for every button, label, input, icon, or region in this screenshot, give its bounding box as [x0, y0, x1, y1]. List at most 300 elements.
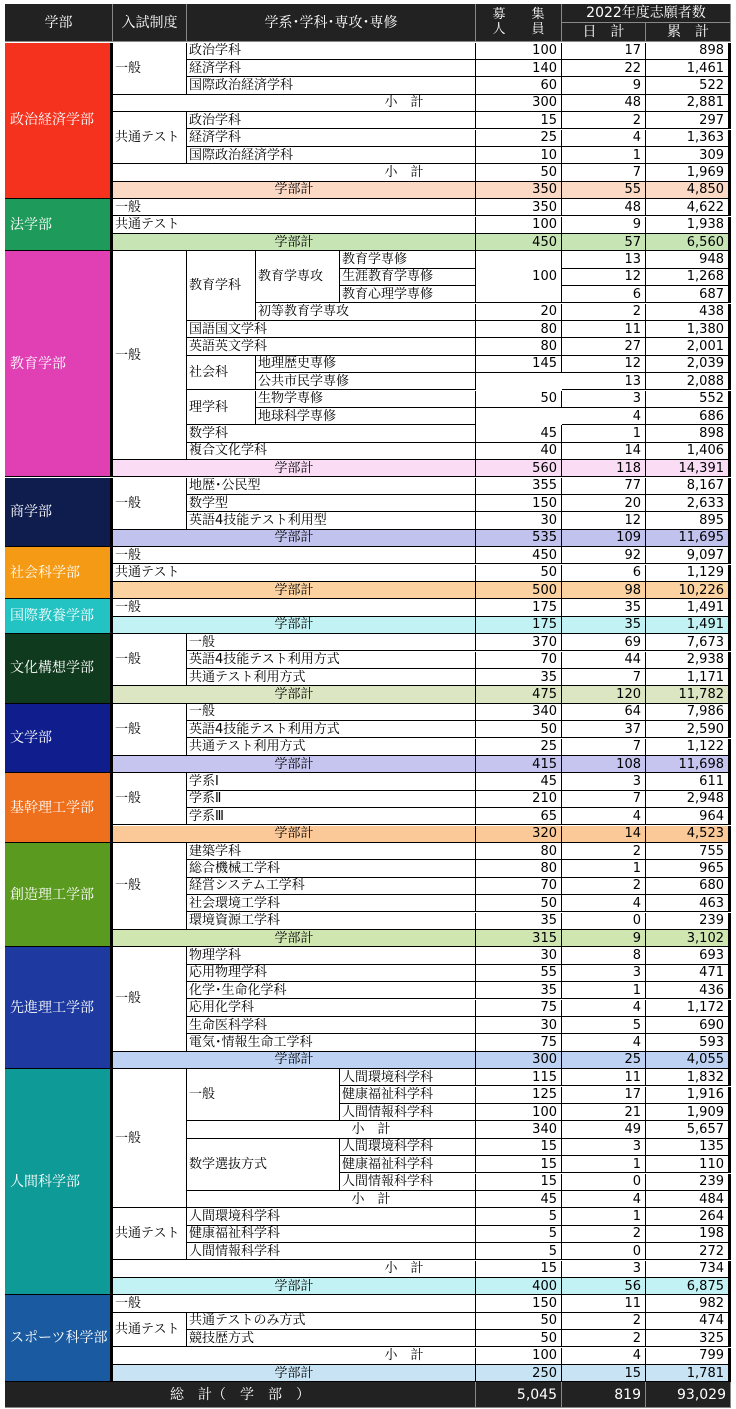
quota: 75	[476, 1034, 562, 1051]
cumulative-count: 552	[646, 391, 731, 408]
cumulative-count: 1,380	[646, 321, 731, 338]
cumulative-count: 1,916	[646, 1087, 731, 1104]
department: 建築学科	[187, 843, 476, 860]
subtotal-label: 小 計	[187, 1191, 476, 1208]
faculty-total-d: 120	[562, 686, 646, 703]
faculty-total-d: 14	[562, 826, 646, 843]
quota: 350	[476, 199, 562, 216]
department: 政治学科	[187, 112, 476, 129]
cumulative-count: 9,097	[646, 547, 731, 564]
department: 政治学科	[187, 43, 476, 60]
department: 英語4技能テスト利用方式	[187, 721, 476, 738]
department: 数学選抜方式	[187, 1139, 340, 1191]
quota: 30	[476, 947, 562, 964]
daily-count: 27	[562, 338, 646, 355]
faculty-total-d: 109	[562, 530, 646, 547]
daily-count: 1	[562, 147, 646, 164]
department: 経営システム工学科	[187, 878, 476, 895]
grand-total-daily: 819	[562, 1382, 646, 1408]
quota: 45	[476, 425, 562, 442]
daily-count: 14	[562, 443, 646, 460]
faculty-total-c: 10,226	[646, 582, 731, 599]
cumulative-count: 239	[646, 913, 731, 930]
faculty-total-d: 35	[562, 617, 646, 634]
quota: 100	[476, 251, 562, 303]
faculty-total-c: 11,695	[646, 530, 731, 547]
faculty-total-label: 学部計	[113, 756, 476, 773]
header-daily: 日 計	[562, 23, 646, 42]
cumulative-count: 198	[646, 1226, 731, 1243]
header-quota	[476, 4, 562, 42]
course: 生涯教育学専修	[340, 269, 476, 286]
faculty-total-q: 560	[476, 460, 562, 477]
faculty-total-c: 11,782	[646, 686, 731, 703]
department: 英語英文学科	[187, 338, 476, 355]
daily-count: 4	[562, 1348, 646, 1365]
cumulative-count: 755	[646, 843, 731, 860]
quota: 80	[476, 860, 562, 877]
quota: 150	[476, 1295, 562, 1312]
course: 人間環境科学科	[340, 1139, 476, 1156]
quota: 50	[476, 391, 562, 408]
daily-count: 13	[562, 251, 646, 268]
daily-count: 4	[562, 1000, 646, 1017]
quota: 100	[476, 1104, 562, 1121]
cumulative-count: 474	[646, 1313, 731, 1330]
major: 教育学専攻	[256, 251, 340, 303]
daily-count: 4	[562, 895, 646, 912]
quota: 25	[476, 130, 562, 147]
cumulative-count: 110	[646, 1156, 731, 1173]
exam-system: 一般	[113, 199, 476, 216]
course: 教育学専修	[340, 251, 476, 268]
quota: 30	[476, 1017, 562, 1034]
quota: 15	[476, 1261, 562, 1278]
cumulative-count: 471	[646, 965, 731, 982]
cumulative-count: 799	[646, 1348, 731, 1365]
cumulative-count: 7,673	[646, 634, 731, 651]
cumulative-count: 264	[646, 1208, 731, 1225]
department: 教育学科	[187, 251, 256, 321]
quota: 340	[476, 704, 562, 721]
faculty-name: 基幹理工学部	[5, 773, 113, 843]
faculty-name: 文学部	[5, 704, 113, 774]
exam-system: 共通テスト	[113, 112, 187, 164]
quota: 370	[476, 634, 562, 651]
subtotal-label: 小 計	[187, 1121, 476, 1138]
department: 化学･生命化学科	[187, 982, 476, 999]
department: 応用化学科	[187, 1000, 476, 1017]
daily-count: 4	[562, 1191, 646, 1208]
daily-count: 1	[562, 860, 646, 877]
faculty-total-d: 15	[562, 1365, 646, 1382]
cumulative-count: 898	[646, 43, 731, 60]
department: 人間環境科学科	[187, 1208, 476, 1225]
cumulative-count: 436	[646, 982, 731, 999]
quota: 40	[476, 443, 562, 460]
department: 競技歴方式	[187, 1330, 476, 1347]
cumulative-count: 898	[646, 425, 731, 442]
cumulative-count: 1,969	[646, 164, 731, 181]
quota: 60	[476, 77, 562, 94]
cumulative-count: 964	[646, 808, 731, 825]
department: 学系Ⅰ	[187, 773, 476, 790]
quota: 10	[476, 147, 562, 164]
daily-count: 1	[562, 425, 646, 442]
department: 共通テスト利用方式	[187, 739, 476, 756]
cumulative-count: 948	[646, 251, 731, 268]
faculty-name: 創造理工学部	[5, 843, 113, 947]
quota: 70	[476, 652, 562, 669]
daily-count: 77	[562, 478, 646, 495]
quota: 15	[476, 1156, 562, 1173]
cumulative-count: 8,167	[646, 478, 731, 495]
department: 学系Ⅱ	[187, 791, 476, 808]
daily-count: 2	[562, 304, 646, 321]
quota: 80	[476, 843, 562, 860]
quota: 20	[476, 304, 562, 321]
cumulative-count: 5,657	[646, 1121, 731, 1138]
exam-system: 共通テスト	[113, 1208, 187, 1260]
cumulative-count: 734	[646, 1261, 731, 1278]
faculty-total-label: 学部計	[113, 1365, 476, 1382]
faculty-total-q: 475	[476, 686, 562, 703]
quota: 50	[476, 565, 562, 582]
faculty-total-c: 4,055	[646, 1052, 731, 1069]
faculty-total-label: 学部計	[113, 582, 476, 599]
quota: 80	[476, 321, 562, 338]
faculty-name: スポーツ科学部	[5, 1295, 113, 1382]
quota: 35	[476, 982, 562, 999]
quota: 100	[476, 1348, 562, 1365]
exam-system: 一般	[113, 599, 476, 616]
quota: 300	[476, 95, 562, 112]
daily-count: 3	[562, 773, 646, 790]
daily-count: 6	[562, 565, 646, 582]
faculty-total-c: 6,560	[646, 234, 731, 251]
daily-count: 48	[562, 95, 646, 112]
daily-count: 11	[562, 1295, 646, 1312]
department: 国際政治経済学科	[187, 147, 476, 164]
quota: 50	[476, 1330, 562, 1347]
cumulative-count: 325	[646, 1330, 731, 1347]
department: 理学科	[187, 391, 256, 426]
daily-count: 49	[562, 1121, 646, 1138]
faculty-name: 商学部	[5, 478, 113, 548]
subtotal-label: 小 計	[113, 1348, 476, 1365]
department: 電気･情報生命工学科	[187, 1034, 476, 1051]
faculty-total-label: 学部計	[113, 182, 476, 199]
cumulative-count: 593	[646, 1034, 731, 1051]
major: 生物学専修	[256, 391, 476, 408]
cumulative-count: 7,986	[646, 704, 731, 721]
daily-count: 2	[562, 1226, 646, 1243]
faculty-total-d: 9	[562, 930, 646, 947]
exam-system: 一般	[113, 947, 187, 1051]
quota: 30	[476, 512, 562, 529]
quota: 5	[476, 1243, 562, 1260]
daily-count: 1	[562, 1208, 646, 1225]
course: 教育心理学専修	[340, 286, 476, 303]
cumulative-count: 1,406	[646, 443, 731, 460]
major: 初等教育学専攻	[256, 304, 476, 321]
daily-count: 12	[562, 512, 646, 529]
cumulative-count: 2,881	[646, 95, 731, 112]
exam-system: 一般	[113, 547, 476, 564]
faculty-total-d: 98	[562, 582, 646, 599]
subtotal-label: 小 計	[113, 164, 476, 181]
daily-count: 17	[562, 1087, 646, 1104]
quota: 50	[476, 721, 562, 738]
cumulative-count: 135	[646, 1139, 731, 1156]
daily-count: 12	[562, 356, 646, 373]
course: 人間情報科学科	[340, 1104, 476, 1121]
major: 地球科学専修	[256, 408, 476, 425]
department: 応用物理学科	[187, 965, 476, 982]
department: 国際政治経済学科	[187, 77, 476, 94]
faculty-total-label: 学部計	[113, 686, 476, 703]
quota: 145	[476, 356, 562, 373]
daily-count: 92	[562, 547, 646, 564]
daily-count: 3	[562, 391, 646, 408]
cumulative-count: 693	[646, 947, 731, 964]
department: 英語4技能テスト利用型	[187, 512, 476, 529]
faculty-total-c: 1,491	[646, 617, 731, 634]
exam-system: 一般	[113, 478, 187, 530]
daily-count: 21	[562, 1104, 646, 1121]
cumulative-count: 690	[646, 1017, 731, 1034]
exam-system: 共通テスト	[113, 1313, 187, 1348]
faculty-total-d: 108	[562, 756, 646, 773]
cumulative-count: 1,832	[646, 1069, 731, 1086]
quota: 15	[476, 1139, 562, 1156]
daily-count: 44	[562, 652, 646, 669]
department: 経済学科	[187, 130, 476, 147]
cumulative-count: 463	[646, 895, 731, 912]
daily-count: 8	[562, 947, 646, 964]
department: 一般	[187, 634, 476, 651]
faculty-name: 社会科学部	[5, 547, 113, 599]
cumulative-count: 2,633	[646, 495, 731, 512]
cumulative-count: 687	[646, 286, 731, 303]
department: 数学型	[187, 495, 476, 512]
faculty-total-q: 450	[476, 234, 562, 251]
exam-system: 一般	[113, 43, 187, 95]
daily-count: 2	[562, 1330, 646, 1347]
daily-count: 2	[562, 843, 646, 860]
header-department: 学系･学科･専攻･専修	[187, 4, 476, 42]
quota: 115	[476, 1069, 562, 1086]
daily-count: 13	[562, 373, 646, 390]
quota: 50	[476, 164, 562, 181]
faculty-total-label: 学部計	[113, 617, 476, 634]
faculty-total-c: 4,850	[646, 182, 731, 199]
exam-system: 一般	[113, 634, 187, 686]
department: 学系Ⅲ	[187, 808, 476, 825]
department: 健康福祉科学科	[187, 1226, 476, 1243]
faculty-total-label: 学部計	[113, 234, 476, 251]
daily-count: 3	[562, 965, 646, 982]
daily-count: 17	[562, 43, 646, 60]
quota: 150	[476, 495, 562, 512]
quota: 35	[476, 669, 562, 686]
department: 社会科	[187, 356, 256, 391]
cumulative-count: 484	[646, 1191, 731, 1208]
faculty-total-label: 学部計	[113, 1052, 476, 1069]
faculty-total-d: 55	[562, 182, 646, 199]
daily-count: 1	[562, 1156, 646, 1173]
cumulative-count: 1,491	[646, 599, 731, 616]
quota: 340	[476, 1121, 562, 1138]
faculty-total-q: 300	[476, 1052, 562, 1069]
exam-system: 一般	[113, 251, 187, 460]
daily-count: 3	[562, 1261, 646, 1278]
exam-system: 共通テスト	[113, 565, 476, 582]
faculty-total-q: 350	[476, 182, 562, 199]
cumulative-count: 2,590	[646, 721, 731, 738]
daily-count: 3	[562, 1139, 646, 1156]
faculty-total-q: 175	[476, 617, 562, 634]
faculty-name: 法学部	[5, 199, 113, 251]
quota: 175	[476, 599, 562, 616]
cumulative-count: 1,909	[646, 1104, 731, 1121]
exam-system: 一般	[113, 704, 187, 756]
daily-count: 0	[562, 1174, 646, 1191]
cumulative-count: 522	[646, 77, 731, 94]
cumulative-count: 239	[646, 1174, 731, 1191]
daily-count: 0	[562, 913, 646, 930]
quota: 45	[476, 1191, 562, 1208]
quota: 25	[476, 739, 562, 756]
quota: 50	[476, 1313, 562, 1330]
cumulative-count: 965	[646, 860, 731, 877]
faculty-total-d: 56	[562, 1278, 646, 1295]
daily-count: 7	[562, 791, 646, 808]
cumulative-count: 686	[646, 408, 731, 425]
faculty-total-label: 学部計	[113, 1278, 476, 1295]
cumulative-count: 1,268	[646, 269, 731, 286]
department: 社会環境工学科	[187, 895, 476, 912]
faculty-total-q: 500	[476, 582, 562, 599]
faculty-name: 人間科学部	[5, 1069, 113, 1295]
department: 人間情報科学科	[187, 1243, 476, 1260]
grand-total-cumulative: 93,029	[646, 1382, 731, 1408]
department: 地歴･公民型	[187, 478, 476, 495]
course: 人間情報科学科	[340, 1174, 476, 1191]
quota: 355	[476, 478, 562, 495]
daily-count: 4	[562, 1034, 646, 1051]
cumulative-count: 2,088	[646, 373, 731, 390]
daily-count: 69	[562, 634, 646, 651]
faculty-total-c: 14,391	[646, 460, 731, 477]
daily-count: 2	[562, 112, 646, 129]
faculty-name: 政治経済学部	[5, 43, 113, 200]
daily-count: 20	[562, 495, 646, 512]
department: 総合機械工学科	[187, 860, 476, 877]
header-cumulative: 累 計	[646, 23, 731, 42]
major: 地理歴史専修	[256, 356, 476, 373]
cumulative-count: 297	[646, 112, 731, 129]
faculty-total-c: 6,875	[646, 1278, 731, 1295]
daily-count: 4	[562, 130, 646, 147]
department: 生命医科学科	[187, 1017, 476, 1034]
department: 一般	[187, 1069, 340, 1121]
department: 一般	[187, 704, 476, 721]
quota: 125	[476, 1087, 562, 1104]
cumulative-count: 1,461	[646, 60, 731, 77]
daily-count: 11	[562, 1069, 646, 1086]
header-applicants: 2022年度志願者数	[562, 4, 731, 23]
quota: 5	[476, 1226, 562, 1243]
department: 経済学科	[187, 60, 476, 77]
grand-total-quota: 5,045	[476, 1382, 562, 1408]
daily-count: 0	[562, 1243, 646, 1260]
cumulative-count: 1,122	[646, 739, 731, 756]
department: 複合文化学科	[187, 443, 476, 460]
cumulative-count: 2,948	[646, 791, 731, 808]
faculty-total-q: 535	[476, 530, 562, 547]
cumulative-count: 895	[646, 512, 731, 529]
department: 数学科	[187, 425, 476, 442]
faculty-total-label: 学部計	[113, 530, 476, 547]
cumulative-count: 680	[646, 878, 731, 895]
quota: 100	[476, 43, 562, 60]
faculty-name: 教育学部	[5, 251, 113, 477]
department: 共通テスト利用方式	[187, 669, 476, 686]
cumulative-count: 272	[646, 1243, 731, 1260]
cumulative-count: 1,172	[646, 1000, 731, 1017]
cumulative-count: 611	[646, 773, 731, 790]
cumulative-count: 2,039	[646, 356, 731, 373]
daily-count: 37	[562, 721, 646, 738]
daily-count: 22	[562, 60, 646, 77]
faculty-total-c: 1,781	[646, 1365, 731, 1382]
header-faculty: 学部	[5, 4, 113, 42]
faculty-total-label: 学部計	[113, 826, 476, 843]
cumulative-count: 982	[646, 1295, 731, 1312]
quota: 35	[476, 913, 562, 930]
faculty-total-q: 415	[476, 756, 562, 773]
quota: 70	[476, 878, 562, 895]
faculty-total-q: 400	[476, 1278, 562, 1295]
department: 物理学科	[187, 947, 476, 964]
daily-count: 7	[562, 739, 646, 756]
faculty-total-q: 315	[476, 930, 562, 947]
quota: 75	[476, 1000, 562, 1017]
daily-count: 4	[562, 408, 646, 425]
department: 国語国文学科	[187, 321, 476, 338]
quota: 15	[476, 1174, 562, 1191]
quota: 55	[476, 965, 562, 982]
course: 健康福祉科学科	[340, 1087, 476, 1104]
quota: 65	[476, 808, 562, 825]
daily-count: 9	[562, 217, 646, 234]
cumulative-count: 2,938	[646, 652, 731, 669]
daily-count: 7	[562, 164, 646, 181]
faculty-name: 文化構想学部	[5, 634, 113, 704]
faculty-total-c: 3,102	[646, 930, 731, 947]
faculty-name: 国際教養学部	[5, 599, 113, 634]
major: 公共市民学専修	[256, 373, 476, 390]
faculty-total-c: 4,523	[646, 826, 731, 843]
quota: 45	[476, 773, 562, 790]
grand-total-label: 総 計（ 学 部 ）	[5, 1382, 476, 1408]
daily-count: 2	[562, 1313, 646, 1330]
faculty-total-d: 57	[562, 234, 646, 251]
exam-system: 一般	[113, 1069, 187, 1208]
quota: 80	[476, 338, 562, 355]
header-quota-quota_top: 募 集	[492, 6, 545, 22]
